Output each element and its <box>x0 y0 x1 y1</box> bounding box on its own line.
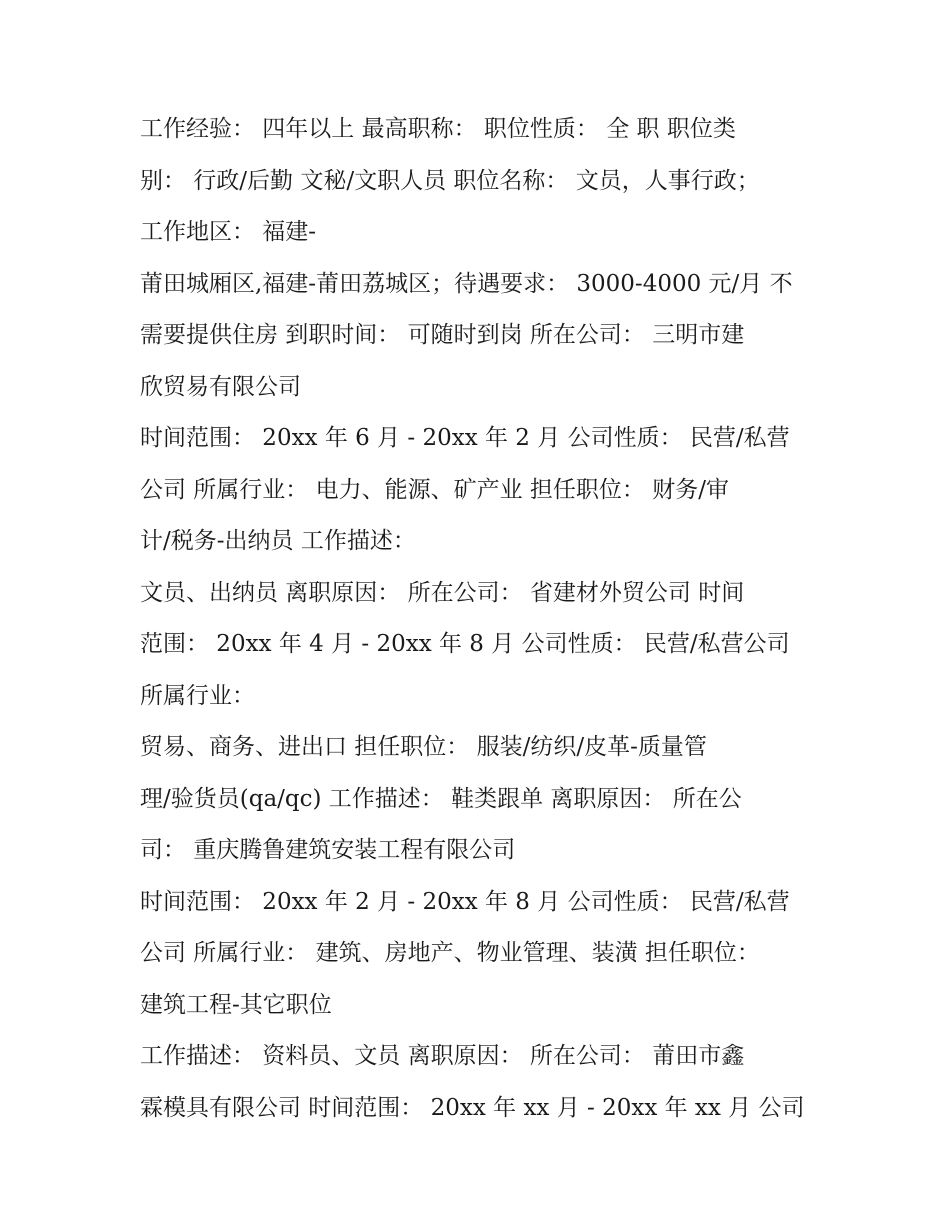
text-line-7: 时间范围： 20xx 年 6 月 - 20xx 年 2 月 公司性质： 民营/私营 <box>140 425 790 451</box>
text-line-2: 别： 行政/后勤 文秘/文职人员 职位名称： 文员，人事行政； <box>140 167 760 194</box>
text-line-4: 莆田城厢区,福建-莆田荔城区；待遇要求： 3000-4000 元/月 不 <box>140 270 793 297</box>
text-line-18: 建筑工程-其它职位 <box>140 991 332 1018</box>
text-line-3: 工作地区： 福建- <box>140 219 317 245</box>
text-line-9: 计/税务-出纳员 工作描述： <box>140 528 416 554</box>
text-line-8: 公司 所属行业： 电力、能源、矿产业 担任职位： 财务/审 <box>140 476 729 503</box>
text-line-13: 贸易、商务、进出口 担任职位： 服装/纺织/皮革-质量管 <box>140 734 707 760</box>
text-line-19: 工作描述： 资料员、文员 离职原因： 所在公司： 莆田市鑫 <box>140 1043 745 1069</box>
text-line-11: 范围： 20xx 年 4 月 - 20xx 年 8 月 公司性质： 民营/私营公司 <box>140 631 790 657</box>
text-line-10: 文员、出纳员 离职原因： 所在公司： 省建材外贸公司 时间 <box>140 579 745 606</box>
text-line-1: 工作经验： 四年以上 最高职称： 职位性质： 全 职 职位类 <box>140 116 736 142</box>
text-line-12: 所属行业： <box>140 682 255 709</box>
resume-text-block <box>140 104 820 1134</box>
text-line-5: 需要提供住房 到职时间： 可随时到岗 所在公司： 三明市建 <box>140 322 745 348</box>
text-line-16: 时间范围： 20xx 年 2 月 - 20xx 年 8 月 公司性质： 民营/私营 <box>140 888 790 915</box>
text-line-6: 欣贸易有限公司 <box>140 373 301 400</box>
text-line-17: 公司 所属行业： 建筑、房地产、物业管理、装潢 担任职位： <box>140 940 760 966</box>
text-line-15: 司： 重庆腾鲁建筑安装工程有限公司 <box>140 837 516 863</box>
text-line-14: 理/验货员(qa/qc) 工作描述： 鞋类跟单 离职原因： 所在公 <box>140 785 742 812</box>
text-line-20: 霖模具有限公司 时间范围： 20xx 年 xx 月 - 20xx 年 xx 月 公司 <box>140 1094 805 1121</box>
